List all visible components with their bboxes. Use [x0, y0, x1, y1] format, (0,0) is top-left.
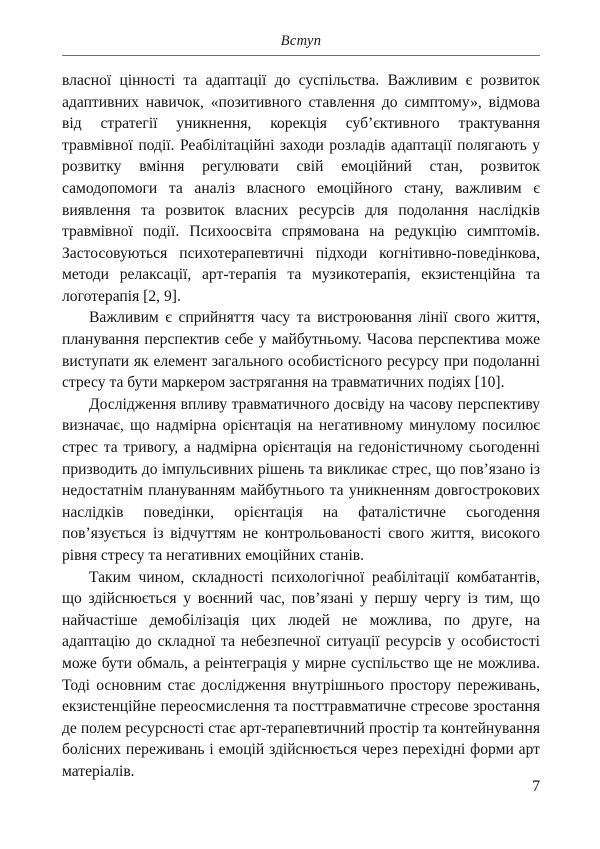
page-number: 7 — [532, 778, 540, 795]
running-head: Вступ — [280, 33, 322, 49]
paragraph: Таким чином, складності психологічної реабілітації комбатантів, що здійснюється у воєнний час, пов’язані у першу чергу із тим, що найчастіше демобілізація цих людей не можлива, по друге, на адаптацію до складної та небезпечної ситуації ресурсів у особистості може бути обмаль, а реінтеграція у мирне суспільство ще не можлива. Тоді основним стає дослідження внутрішнього простору переживань, екзистенційне переосмислення та посттравматичне стресове зростання де полем ресурсності стає арт-терапевтичний простір та контейнування болісних переживань і емоцій здійснюється через перехідні форми арт матеріалів. — [62, 568, 540, 780]
page-content — [62, 0, 540, 783]
paragraph: Важливим є сприйняття часу та вистроювання лінії свого життя, планування перспектив себе у майбутньому. Часова перспектива може виступати як елемент загального особистісного ресурсу при подоланні стресу та бути маркером застрягання на травматичних подіях [10]. — [62, 309, 540, 392]
paragraph: Дослідження впливу травматичного досвіду на часову перспективу визначає, що надмірна орієнтація на негативному минулому посилює стрес та тривогу, а надмірна орієнтація на гедоністичному сьогоденні призводить до імпульсивних рішень та викликає стрес, що пов’язано із недостатнім плануванням майбутнього та уникненням довгострокових наслідків поведінки, орієнтація на фаталістичне сьогодення пов’язується із відчуттям не контрольованості свого життя, високого рівня стресу та негативних емоційних станів. — [62, 395, 540, 564]
body-text — [62, 70, 540, 783]
paragraph: власної цінності та адаптації до суспільства. Важливим є розвиток адаптивних навичок, «позитивного ставлення до симптому», відмова від стратегії уникнення, корекція суб’єктивного трактування травмівної події. Реабілітаційні заходи розладів адаптації полягають у розвитку вміння регулювати свій емоційний стан, розвиток самодопомоги та аналіз власного емоційного стану, важливим є виявлення та розвиток власних ресурсів для подолання наслідків травмівної події. Психоосвіта спрямована на редукцію симптомів. Застосовуються психотерапевтичні підходи когнітивно-поведінкова, методи релаксації, арт-терапія та музикотерапія, екзистенційна та логотерапія [2, 9]. — [62, 71, 540, 305]
header-divider — [62, 55, 540, 56]
